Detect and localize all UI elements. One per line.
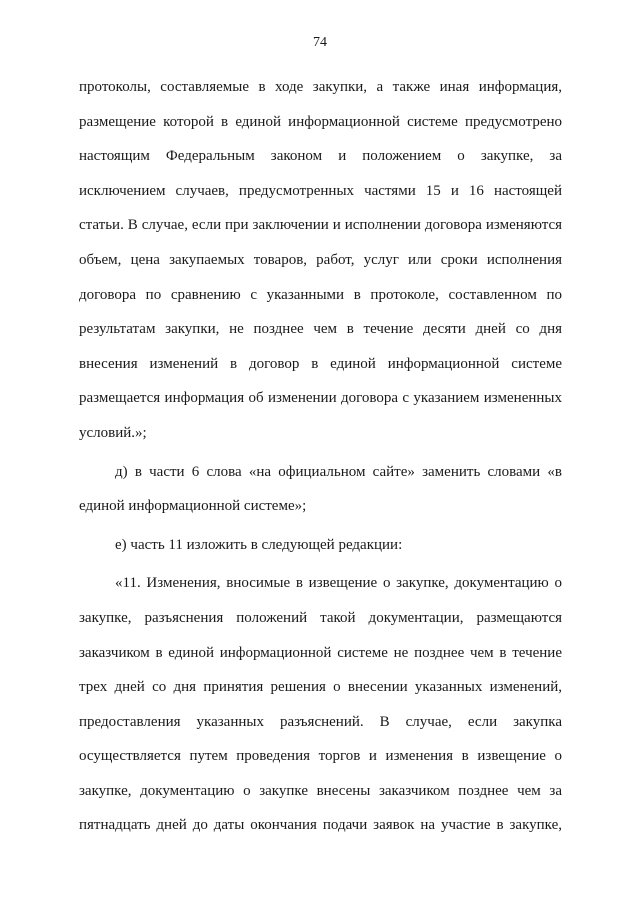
text-line: д) в части 6 слова «на официальном сайте» заменить словами «в — [115, 463, 562, 480]
text-line: размещение которой в единой информационной системе предусмотрено — [79, 113, 562, 130]
text-line: заказчиком в единой информационной системе не позднее чем в течение — [79, 644, 562, 661]
text-line: предоставления указанных разъяснений. В случае, если закупка — [79, 713, 562, 730]
text-line: «11. Изменения, вносимые в извещение о закупке, документацию о — [115, 575, 562, 592]
text-line: договора по сравнению с указанными в протоколе, составленном по — [79, 286, 562, 303]
page-number: 74 — [313, 35, 327, 50]
document-body — [79, 70, 562, 843]
text-line: осуществляется путем проведения торгов и изменения в извещение о — [79, 748, 562, 765]
text-line: исключением случаев, предусмотренных частями 15 и 16 настоящей — [79, 182, 562, 199]
text-line: е) часть 11 изложить в следующей редакции: — [115, 536, 403, 553]
text-line: статьи. В случае, если при заключении и исполнении договора изменяются — [79, 217, 562, 234]
text-line: условий.»; — [79, 424, 147, 441]
text-line: результатам закупки, не позднее чем в течение десяти дней со дня — [79, 321, 562, 338]
text-line: протоколы, составляемые в ходе закупки, а также иная информация, — [79, 79, 562, 95]
text-line: закупке, документацию о закупке внесены заказчиком позднее чем за — [79, 782, 562, 799]
text-line: единой информационной системе»; — [79, 498, 307, 515]
text-line: закупке, разъяснения положений такой документации, размещаются — [79, 609, 562, 626]
text-line: настоящим Федеральным законом и положением о закупке, за — [79, 148, 562, 165]
text-line: объем, цена закупаемых товаров, работ, услуг или сроки исполнения — [79, 251, 562, 268]
text-line: трех дней со дня принятия решения о внесении указанных изменений, — [79, 679, 562, 696]
text-line: пятнадцать дней до даты окончания подачи заявок на участие в закупке, — [79, 817, 562, 834]
text-line: внесения изменений в договор в единой информационной системе — [79, 355, 562, 372]
text-line: размещается информация об изменении договора с указанием измененных — [79, 390, 562, 407]
